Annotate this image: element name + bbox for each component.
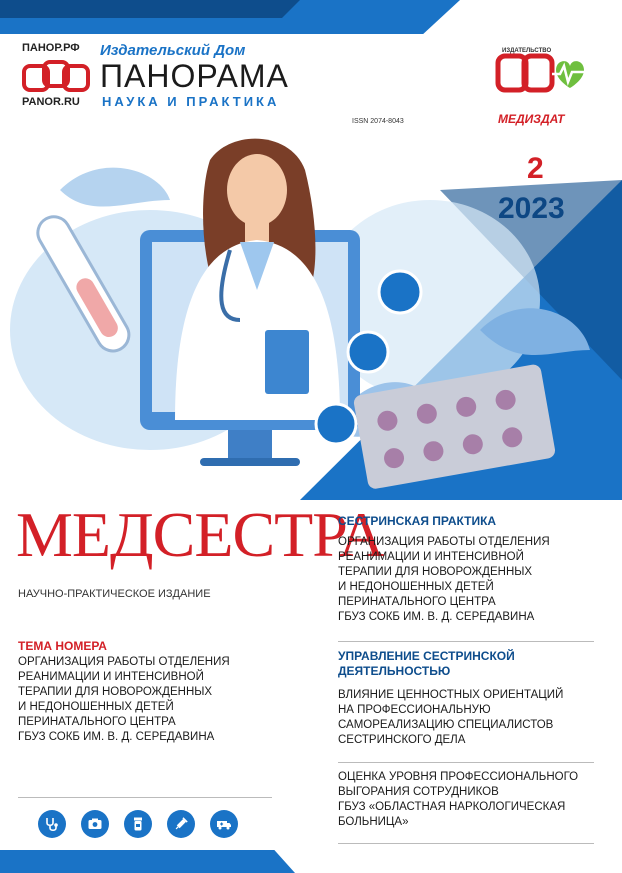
section-heading: УПРАВЛЕНИЕ СЕСТРИНСКОЙ (338, 649, 515, 663)
article-line: ОЦЕНКА УРОВНЯ ПРОФЕССИОНАЛЬНОГО (338, 771, 579, 783)
camera-icon[interactable] (81, 810, 109, 838)
doctor-illustration (0, 130, 622, 500)
article-line: ОРГАНИЗАЦИЯ РАБОТЫ ОТДЕЛЕНИЯ (338, 536, 550, 548)
syringe-icon[interactable] (167, 810, 195, 838)
bottom-icon-row (38, 810, 238, 838)
theme-line: ОРГАНИЗАЦИЯ РАБОТЫ ОТДЕЛЕНИЯ (18, 656, 230, 668)
article-line: БОЛЬНИЦА» (338, 816, 409, 828)
divider (338, 843, 594, 844)
theme-line: РЕАНИМАЦИИ И ИНТЕНСИВНОЙ (18, 671, 204, 683)
heart-monitor-icon (379, 271, 421, 313)
monitor-base (200, 458, 300, 466)
publisher-name: ПАНОРАМА (100, 58, 289, 94)
theme-article[interactable] (18, 655, 288, 745)
publisher-house: Издательский Дом (100, 42, 246, 59)
publisher-site-bottom: PANOR.RU (22, 96, 80, 108)
article-line: ГБУЗ СОКБ ИМ. В. Д. СЕРЕДАВИНА (338, 611, 535, 623)
divider (338, 641, 594, 642)
article-line: ТЕРАПИИ ДЛЯ НОВОРОЖДЕННЫХ (338, 566, 533, 578)
theme-line: ТЕРАПИИ ДЛЯ НОВОРОЖДЕННЫХ (18, 686, 213, 698)
pill-bottle-icon[interactable] (124, 810, 152, 838)
theme-line: ПЕРИНАТАЛЬНОГО ЦЕНТРА (18, 716, 176, 728)
divider (338, 762, 594, 763)
medizdat-logo-icon (494, 48, 586, 114)
publisher-site-top: ПАНОР.РФ (22, 42, 80, 54)
partner-top-label: ИЗДАТЕЛЬСТВО (502, 48, 552, 54)
article-line: ВЫГОРАНИЯ СОТРУДНИКОВ (338, 786, 499, 798)
theme-heading: ТЕМА НОМЕРА (18, 639, 107, 653)
journal-subtitle: НАУЧНО-ПРАКТИЧЕСКОЕ ИЗДАНИЕ (18, 588, 211, 600)
section-heading: СЕСТРИНСКАЯ ПРАКТИКА (338, 514, 497, 528)
theme-line: И НЕДОНОШЕННЫХ ДЕТЕЙ (18, 701, 174, 713)
article-line: И НЕДОНОШЕННЫХ ДЕТЕЙ (338, 581, 494, 593)
article-nursing-practice[interactable] (338, 535, 600, 625)
article-value-orientations[interactable] (338, 688, 600, 748)
issue-number: 2 (527, 152, 544, 185)
partner-name: МЕДИЗДАТ (498, 112, 565, 126)
section-nursing-practice (338, 514, 600, 529)
article-line: РЕАНИМАЦИИ И ИНТЕНСИВНОЙ (338, 551, 524, 563)
article-line: САМОРЕАЛИЗАЦИЮ СПЕЦИАЛИСТОВ (338, 719, 554, 731)
section-nursing-management (338, 649, 600, 679)
divider (18, 797, 272, 798)
article-line: СЕСТРИНСКОГО ДЕЛА (338, 734, 466, 746)
doctor-neck (245, 222, 269, 242)
monitor-stand (228, 430, 272, 460)
document-icon (316, 404, 356, 444)
journal-title: МЕДСЕСТРА (16, 499, 384, 570)
panorama-logo-icon (22, 58, 92, 100)
article-burnout[interactable] (338, 770, 600, 830)
stethoscope-icon[interactable] (38, 810, 66, 838)
leaf-decor (60, 168, 170, 207)
ambulance-icon[interactable] (210, 810, 238, 838)
article-line: ГБУЗ «ОБЛАСТНАЯ НАРКОЛОГИЧЕСКАЯ (338, 801, 566, 813)
issn-label: ISSN 2074-8043 (352, 118, 404, 125)
article-line: ПЕРИНАТАЛЬНОГО ЦЕНТРА (338, 596, 496, 608)
doctor-face (227, 154, 287, 226)
microscope-icon (348, 332, 388, 372)
top-dark-stripe (0, 0, 300, 18)
section-heading: ДЕЯТЕЛЬНОСТЬЮ (338, 664, 451, 678)
clipboard-icon (265, 330, 309, 394)
publisher-tagline: НАУКА И ПРАКТИКА (102, 94, 280, 109)
bottom-blue-band (0, 850, 295, 873)
theme-line: ГБУЗ СОКБ ИМ. В. Д. СЕРЕДАВИНА (18, 731, 215, 743)
article-line: НА ПРОФЕССИОНАЛЬНУЮ (338, 704, 491, 716)
article-line: ВЛИЯНИЕ ЦЕННОСТНЫХ ОРИЕНТАЦИЙ (338, 689, 564, 701)
